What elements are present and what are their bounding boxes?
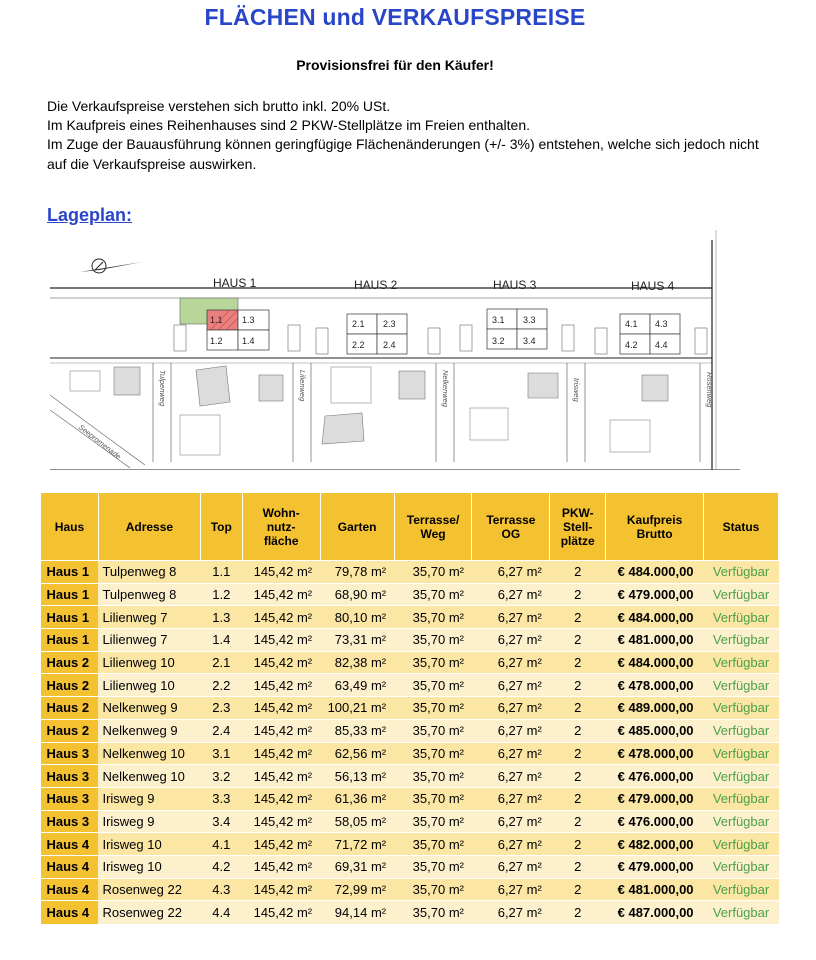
haus-2-label: HAUS 2: [354, 278, 398, 292]
cell-haus: Haus 1: [41, 606, 99, 629]
cell-adresse: Rosenweg 22: [98, 878, 200, 901]
cell-terrasse-og: 6,27 m²: [472, 674, 550, 697]
cell-garten: 69,31 m²: [320, 855, 394, 878]
cell-terrasse-og: 6,27 m²: [472, 561, 550, 584]
col-haus: Haus: [41, 493, 99, 561]
cell-garten: 56,13 m²: [320, 765, 394, 788]
cell-pkw: 2: [550, 765, 606, 788]
cell-wohnflaeche: 145,42 m²: [242, 674, 320, 697]
cell-pkw: 2: [550, 742, 606, 765]
cell-status: Verfügbar: [704, 606, 779, 629]
cell-status: Verfügbar: [704, 674, 779, 697]
cell-status: Verfügbar: [704, 742, 779, 765]
haus-1-label: HAUS 1: [213, 276, 257, 290]
cell-haus: Haus 2: [41, 651, 99, 674]
street-label-rosenweg: Rosenweg: [705, 372, 714, 408]
cell-terrasse-og: 6,27 m²: [472, 583, 550, 606]
unit-3-4: 3.4: [523, 336, 536, 346]
cell-haus: Haus 3: [41, 810, 99, 833]
cell-garten: 62,56 m²: [320, 742, 394, 765]
cell-haus: Haus 4: [41, 855, 99, 878]
cell-wohnflaeche: 145,42 m²: [242, 855, 320, 878]
cell-adresse: Nelkenweg 10: [98, 742, 200, 765]
north-arrow-icon: [80, 259, 142, 273]
cell-wohnflaeche: 145,42 m²: [242, 765, 320, 788]
table-row: [41, 697, 779, 720]
cell-terrasse-og: 6,27 m²: [472, 697, 550, 720]
cell-terrasse-weg: 35,70 m²: [394, 787, 472, 810]
page-title: FLÄCHEN und VERKAUFSPREISE: [204, 4, 586, 30]
cell-adresse: Lilienweg 7: [98, 606, 200, 629]
cell-kaufpreis: € 484.000,00: [606, 606, 704, 629]
cell-adresse: Tulpenweg 8: [98, 561, 200, 584]
cell-wohnflaeche: 145,42 m²: [242, 583, 320, 606]
cell-garten: 58,05 m²: [320, 810, 394, 833]
cell-wohnflaeche: 145,42 m²: [242, 697, 320, 720]
col-status: Status: [704, 493, 779, 561]
unit-4-2: 4.2: [625, 340, 638, 350]
cell-wohnflaeche: 145,42 m²: [242, 629, 320, 652]
table-row: [41, 765, 779, 788]
cell-wohnflaeche: 145,42 m²: [242, 651, 320, 674]
cell-status: Verfügbar: [704, 833, 779, 856]
cell-terrasse-weg: 35,70 m²: [394, 583, 472, 606]
cell-top: 4.4: [200, 901, 242, 924]
cell-kaufpreis: € 484.000,00: [606, 561, 704, 584]
table-row: [41, 629, 779, 652]
unit-4-4: 4.4: [655, 340, 668, 350]
cell-top: 2.4: [200, 719, 242, 742]
cell-wohnflaeche: 145,42 m²: [242, 833, 320, 856]
unit-2-2: 2.2: [352, 340, 365, 350]
cell-terrasse-og: 6,27 m²: [472, 719, 550, 742]
cell-wohnflaeche: 145,42 m²: [242, 742, 320, 765]
cell-kaufpreis: € 481.000,00: [606, 878, 704, 901]
street-label-tulpenweg: Tulpenweg: [158, 370, 167, 407]
cell-status: Verfügbar: [704, 697, 779, 720]
col-terrasse-weg: Terrasse/ Weg: [394, 493, 472, 561]
cell-top: 4.3: [200, 878, 242, 901]
cell-haus: Haus 4: [41, 901, 99, 924]
cell-adresse: Irisweg 10: [98, 855, 200, 878]
cell-terrasse-og: 6,27 m²: [472, 742, 550, 765]
cell-pkw: 2: [550, 583, 606, 606]
page-subtitle: Provisionsfrei für den Käufer!: [296, 57, 494, 73]
cell-adresse: Irisweg 10: [98, 833, 200, 856]
unit-1-1: 1.1: [210, 315, 223, 325]
cell-garten: 85,33 m²: [320, 719, 394, 742]
table-row: [41, 855, 779, 878]
table-row: [41, 787, 779, 810]
street-label-lilienweg: Lilienweg: [298, 370, 307, 402]
cell-kaufpreis: € 479.000,00: [606, 787, 704, 810]
price-table-header: [41, 493, 779, 561]
table-row: [41, 878, 779, 901]
cell-pkw: 2: [550, 651, 606, 674]
cell-wohnflaeche: 145,42 m²: [242, 878, 320, 901]
cell-pkw: 2: [550, 561, 606, 584]
cell-garten: 61,36 m²: [320, 787, 394, 810]
cell-terrasse-weg: 35,70 m²: [394, 697, 472, 720]
unit-2-4: 2.4: [383, 340, 396, 350]
cell-status: Verfügbar: [704, 583, 779, 606]
cell-haus: Haus 2: [41, 697, 99, 720]
cell-kaufpreis: € 485.000,00: [606, 719, 704, 742]
cell-status: Verfügbar: [704, 901, 779, 924]
cell-top: 4.2: [200, 855, 242, 878]
cell-haus: Haus 3: [41, 787, 99, 810]
cell-terrasse-weg: 35,70 m²: [394, 855, 472, 878]
cell-status: Verfügbar: [704, 651, 779, 674]
cell-garten: 71,72 m²: [320, 833, 394, 856]
cell-adresse: Nelkenweg 9: [98, 697, 200, 720]
cell-terrasse-og: 6,27 m²: [472, 833, 550, 856]
cell-terrasse-og: 6,27 m²: [472, 651, 550, 674]
cell-kaufpreis: € 482.000,00: [606, 833, 704, 856]
cell-status: Verfügbar: [704, 855, 779, 878]
cell-kaufpreis: € 489.000,00: [606, 697, 704, 720]
cell-wohnflaeche: 145,42 m²: [242, 810, 320, 833]
cell-top: 3.4: [200, 810, 242, 833]
cell-top: 4.1: [200, 833, 242, 856]
cell-terrasse-weg: 35,70 m²: [394, 606, 472, 629]
lageplan-heading: Lageplan:: [47, 205, 133, 225]
cell-garten: 73,31 m²: [320, 629, 394, 652]
table-row: [41, 651, 779, 674]
unit-4-3: 4.3: [655, 319, 668, 329]
cell-adresse: Irisweg 9: [98, 787, 200, 810]
unit-3-1: 3.1: [492, 315, 505, 325]
cell-terrasse-weg: 35,70 m²: [394, 561, 472, 584]
unit-3-2: 3.2: [492, 336, 505, 346]
cell-kaufpreis: € 476.000,00: [606, 810, 704, 833]
cell-haus: Haus 4: [41, 878, 99, 901]
cell-haus: Haus 2: [41, 719, 99, 742]
cell-terrasse-weg: 35,70 m²: [394, 833, 472, 856]
table-row: [41, 583, 779, 606]
cell-top: 1.3: [200, 606, 242, 629]
cell-terrasse-og: 6,27 m²: [472, 787, 550, 810]
cell-garten: 72,99 m²: [320, 878, 394, 901]
col-top: Top: [200, 493, 242, 561]
cell-top: 3.2: [200, 765, 242, 788]
col-garten: Garten: [320, 493, 394, 561]
table-row: [41, 833, 779, 856]
cell-kaufpreis: € 479.000,00: [606, 583, 704, 606]
cell-garten: 82,38 m²: [320, 651, 394, 674]
street-label-nelkenweg: Nelkenweg: [441, 370, 450, 408]
cell-terrasse-og: 6,27 m²: [472, 765, 550, 788]
cell-adresse: Lilienweg 10: [98, 651, 200, 674]
cell-terrasse-weg: 35,70 m²: [394, 719, 472, 742]
cell-haus: Haus 3: [41, 765, 99, 788]
cell-top: 1.4: [200, 629, 242, 652]
cell-pkw: 2: [550, 606, 606, 629]
cell-wohnflaeche: 145,42 m²: [242, 561, 320, 584]
col-adresse: Adresse: [98, 493, 200, 561]
cell-pkw: 2: [550, 697, 606, 720]
cell-haus: Haus 3: [41, 742, 99, 765]
table-row: [41, 606, 779, 629]
cell-pkw: 2: [550, 674, 606, 697]
cell-wohnflaeche: 145,42 m²: [242, 901, 320, 924]
intro-line-vat: Die Verkaufspreise verstehen sich brutto inkl. 20% USt.: [47, 98, 391, 114]
cell-terrasse-weg: 35,70 m²: [394, 742, 472, 765]
col-pkw: PKW- Stell- plätze: [550, 493, 606, 561]
table-row: [41, 810, 779, 833]
cell-garten: 80,10 m²: [320, 606, 394, 629]
col-terrasse-og: Terrasse OG: [472, 493, 550, 561]
cell-terrasse-og: 6,27 m²: [472, 629, 550, 652]
cell-kaufpreis: € 479.000,00: [606, 855, 704, 878]
price-table: [40, 492, 779, 924]
col-wohnflaeche: Wohn- nutz- fläche: [242, 493, 320, 561]
cell-terrasse-og: 6,27 m²: [472, 606, 550, 629]
cell-status: Verfügbar: [704, 878, 779, 901]
haus-4-label: HAUS 4: [631, 279, 675, 293]
cell-adresse: Tulpenweg 8: [98, 583, 200, 606]
cell-haus: Haus 4: [41, 833, 99, 856]
table-row: [41, 901, 779, 924]
cell-pkw: 2: [550, 629, 606, 652]
site-plan-drawing: [50, 230, 740, 470]
cell-adresse: Lilienweg 7: [98, 629, 200, 652]
price-table-body: [41, 561, 779, 924]
col-kaufpreis: Kaufpreis Brutto: [606, 493, 704, 561]
unit-4-1: 4.1: [625, 319, 638, 329]
cell-adresse: Irisweg 9: [98, 810, 200, 833]
cell-haus: Haus 1: [41, 629, 99, 652]
cell-terrasse-weg: 35,70 m²: [394, 810, 472, 833]
cell-garten: 100,21 m²: [320, 697, 394, 720]
cell-wohnflaeche: 145,42 m²: [242, 787, 320, 810]
cell-kaufpreis: € 487.000,00: [606, 901, 704, 924]
cell-top: 1.1: [200, 561, 242, 584]
intro-line-parking: Im Kaufpreis eines Reihenhauses sind 2 PKW-Stellplätze im Freien enthalten.: [47, 117, 530, 134]
cell-status: Verfügbar: [704, 810, 779, 833]
cell-terrasse-weg: 35,70 m²: [394, 901, 472, 924]
cell-kaufpreis: € 481.000,00: [606, 629, 704, 652]
cell-pkw: 2: [550, 833, 606, 856]
cell-terrasse-og: 6,27 m²: [472, 901, 550, 924]
unit-3-3: 3.3: [523, 315, 536, 325]
cell-terrasse-weg: 35,70 m²: [394, 765, 472, 788]
cell-pkw: 2: [550, 810, 606, 833]
cell-terrasse-weg: 35,70 m²: [394, 651, 472, 674]
cell-haus: Haus 2: [41, 674, 99, 697]
cell-status: Verfügbar: [704, 719, 779, 742]
cell-pkw: 2: [550, 787, 606, 810]
cell-garten: 68,90 m²: [320, 583, 394, 606]
cell-pkw: 2: [550, 719, 606, 742]
cell-haus: Haus 1: [41, 583, 99, 606]
intro-line-changes: Im Zuge der Bauausführung können geringfügige Flächenänderungen (+/- 3%) entstehen, welche sich jedoch nicht auf die Verkaufspreise auswirken.: [47, 136, 759, 172]
table-row: [41, 561, 779, 584]
cell-status: Verfügbar: [704, 787, 779, 810]
cell-terrasse-og: 6,27 m²: [472, 810, 550, 833]
table-row: [41, 674, 779, 697]
cell-kaufpreis: € 478.000,00: [606, 674, 704, 697]
cell-garten: 63,49 m²: [320, 674, 394, 697]
table-row: [41, 742, 779, 765]
cell-pkw: 2: [550, 878, 606, 901]
street-label-irisweg: Irisweg: [572, 378, 581, 402]
cell-haus: Haus 1: [41, 561, 99, 584]
cell-top: 2.2: [200, 674, 242, 697]
cell-kaufpreis: € 478.000,00: [606, 742, 704, 765]
unit-1-2: 1.2: [210, 336, 223, 346]
unit-2-3: 2.3: [383, 319, 396, 329]
cell-status: Verfügbar: [704, 561, 779, 584]
unit-1-4: 1.4: [242, 336, 255, 346]
cell-pkw: 2: [550, 855, 606, 878]
cell-garten: 79,78 m²: [320, 561, 394, 584]
table-row: [41, 719, 779, 742]
unit-1-3: 1.3: [242, 315, 255, 325]
intro-text: [47, 97, 767, 174]
cell-terrasse-og: 6,27 m²: [472, 878, 550, 901]
street-label-seepromenade: Seepromenade: [76, 422, 123, 462]
cell-top: 3.3: [200, 787, 242, 810]
cell-terrasse-weg: 35,70 m²: [394, 878, 472, 901]
cell-wohnflaeche: 145,42 m²: [242, 719, 320, 742]
cell-adresse: Nelkenweg 9: [98, 719, 200, 742]
unit-2-1: 2.1: [352, 319, 365, 329]
cell-top: 1.2: [200, 583, 242, 606]
cell-top: 2.3: [200, 697, 242, 720]
cell-adresse: Lilienweg 10: [98, 674, 200, 697]
cell-top: 3.1: [200, 742, 242, 765]
cell-garten: 94,14 m²: [320, 901, 394, 924]
cell-pkw: 2: [550, 901, 606, 924]
cell-kaufpreis: € 476.000,00: [606, 765, 704, 788]
site-plan: [50, 230, 740, 470]
cell-status: Verfügbar: [704, 765, 779, 788]
haus-3-label: HAUS 3: [493, 278, 537, 292]
cell-terrasse-weg: 35,70 m²: [394, 674, 472, 697]
cell-adresse: Rosenweg 22: [98, 901, 200, 924]
cell-kaufpreis: € 484.000,00: [606, 651, 704, 674]
cell-adresse: Nelkenweg 10: [98, 765, 200, 788]
cell-terrasse-weg: 35,70 m²: [394, 629, 472, 652]
cell-wohnflaeche: 145,42 m²: [242, 606, 320, 629]
cell-top: 2.1: [200, 651, 242, 674]
cell-status: Verfügbar: [704, 629, 779, 652]
cell-terrasse-og: 6,27 m²: [472, 855, 550, 878]
